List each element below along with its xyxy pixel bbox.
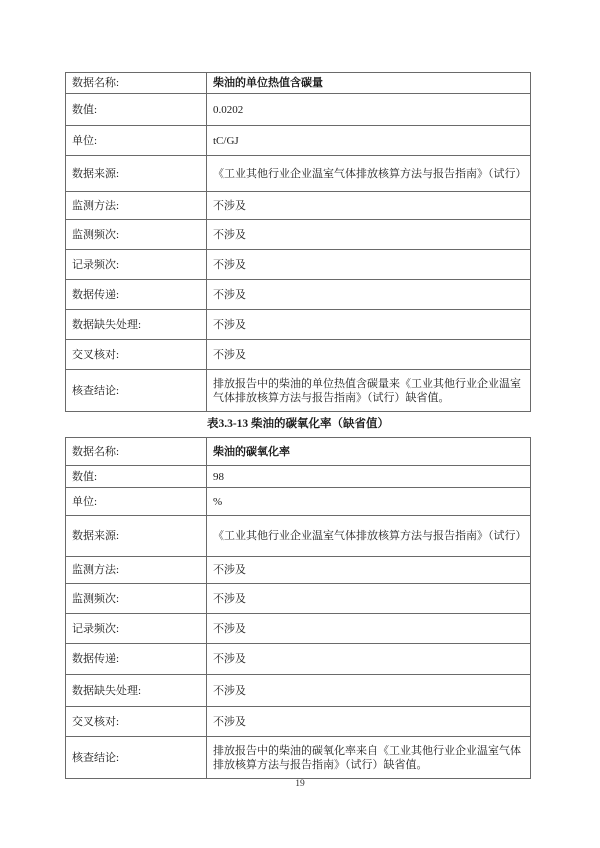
row-label: 数据缺失处理: <box>66 675 207 707</box>
table-caption: 表3.3-13 柴油的碳氧化率（缺省值） <box>206 418 390 430</box>
document-content <box>65 72 531 779</box>
table-row <box>66 340 531 370</box>
table-row <box>66 73 531 94</box>
row-value: 0.0202 <box>207 94 531 126</box>
row-value: % <box>207 488 531 516</box>
row-label: 监测方法: <box>66 192 207 220</box>
row-label: 数据名称: <box>66 73 207 94</box>
row-value: 《工业其他行业企业温室气体排放核算方法与报告指南》（试行） <box>207 516 531 557</box>
row-label: 交叉核对: <box>66 340 207 370</box>
table-row <box>66 557 531 584</box>
row-value: 不涉及 <box>207 644 531 675</box>
table-row <box>66 614 531 644</box>
table-row <box>66 707 531 737</box>
row-value: 排放报告中的柴油的单位热值含碳量来《工业其他行业企业温室气体排放核算方法与报告指南》（试行）缺省值。 <box>207 370 531 412</box>
table-row <box>66 438 531 466</box>
table-row <box>66 192 531 220</box>
row-value: 不涉及 <box>207 675 531 707</box>
table-row <box>66 310 531 340</box>
row-label: 数据来源: <box>66 156 207 192</box>
row-value: tC/GJ <box>207 126 531 156</box>
row-label: 数据缺失处理: <box>66 310 207 340</box>
row-label: 数值: <box>66 94 207 126</box>
table-row <box>66 737 531 779</box>
row-value: 不涉及 <box>207 280 531 310</box>
table-row <box>66 516 531 557</box>
table-row <box>66 466 531 488</box>
table-row <box>66 250 531 280</box>
row-value: 不涉及 <box>207 192 531 220</box>
row-label: 监测频次: <box>66 584 207 614</box>
data-table-carbon-oxidation-rate <box>65 437 531 779</box>
row-label: 核查结论: <box>66 370 207 412</box>
row-label: 监测频次: <box>66 220 207 250</box>
row-value: 柴油的碳氧化率 <box>207 438 531 466</box>
row-value: 不涉及 <box>207 614 531 644</box>
row-label: 交叉核对: <box>66 707 207 737</box>
row-label: 数据来源: <box>66 516 207 557</box>
row-label: 核查结论: <box>66 737 207 779</box>
table-row <box>66 370 531 412</box>
row-label: 监测方法: <box>66 557 207 584</box>
row-value: 不涉及 <box>207 557 531 584</box>
row-value: 《工业其他行业企业温室气体排放核算方法与报告指南》（试行） <box>207 156 531 192</box>
row-value: 不涉及 <box>207 340 531 370</box>
row-label: 数值: <box>66 466 207 488</box>
row-value: 不涉及 <box>207 220 531 250</box>
table-row <box>66 584 531 614</box>
table-row <box>66 220 531 250</box>
row-label: 数据名称: <box>66 438 207 466</box>
row-label: 数据传递: <box>66 280 207 310</box>
row-value: 不涉及 <box>207 250 531 280</box>
page-number: 19 <box>295 779 305 789</box>
row-label: 数据传递: <box>66 644 207 675</box>
row-label: 单位: <box>66 488 207 516</box>
table-row <box>66 156 531 192</box>
data-table-unit-carbon-content <box>65 72 531 412</box>
table-row <box>66 644 531 675</box>
row-label: 单位: <box>66 126 207 156</box>
table-row <box>66 488 531 516</box>
row-value: 排放报告中的柴油的碳氧化率来自《工业其他行业企业温室气体排放核算方法与报告指南》（试行）缺省值。 <box>207 737 531 779</box>
table-row <box>66 126 531 156</box>
table-row <box>66 94 531 126</box>
table-row <box>66 675 531 707</box>
row-value: 不涉及 <box>207 584 531 614</box>
row-label: 记录频次: <box>66 250 207 280</box>
row-value: 柴油的单位热值含碳量 <box>207 73 531 94</box>
row-value: 不涉及 <box>207 310 531 340</box>
table-row <box>66 280 531 310</box>
row-value: 不涉及 <box>207 707 531 737</box>
row-label: 记录频次: <box>66 614 207 644</box>
row-value: 98 <box>207 466 531 488</box>
